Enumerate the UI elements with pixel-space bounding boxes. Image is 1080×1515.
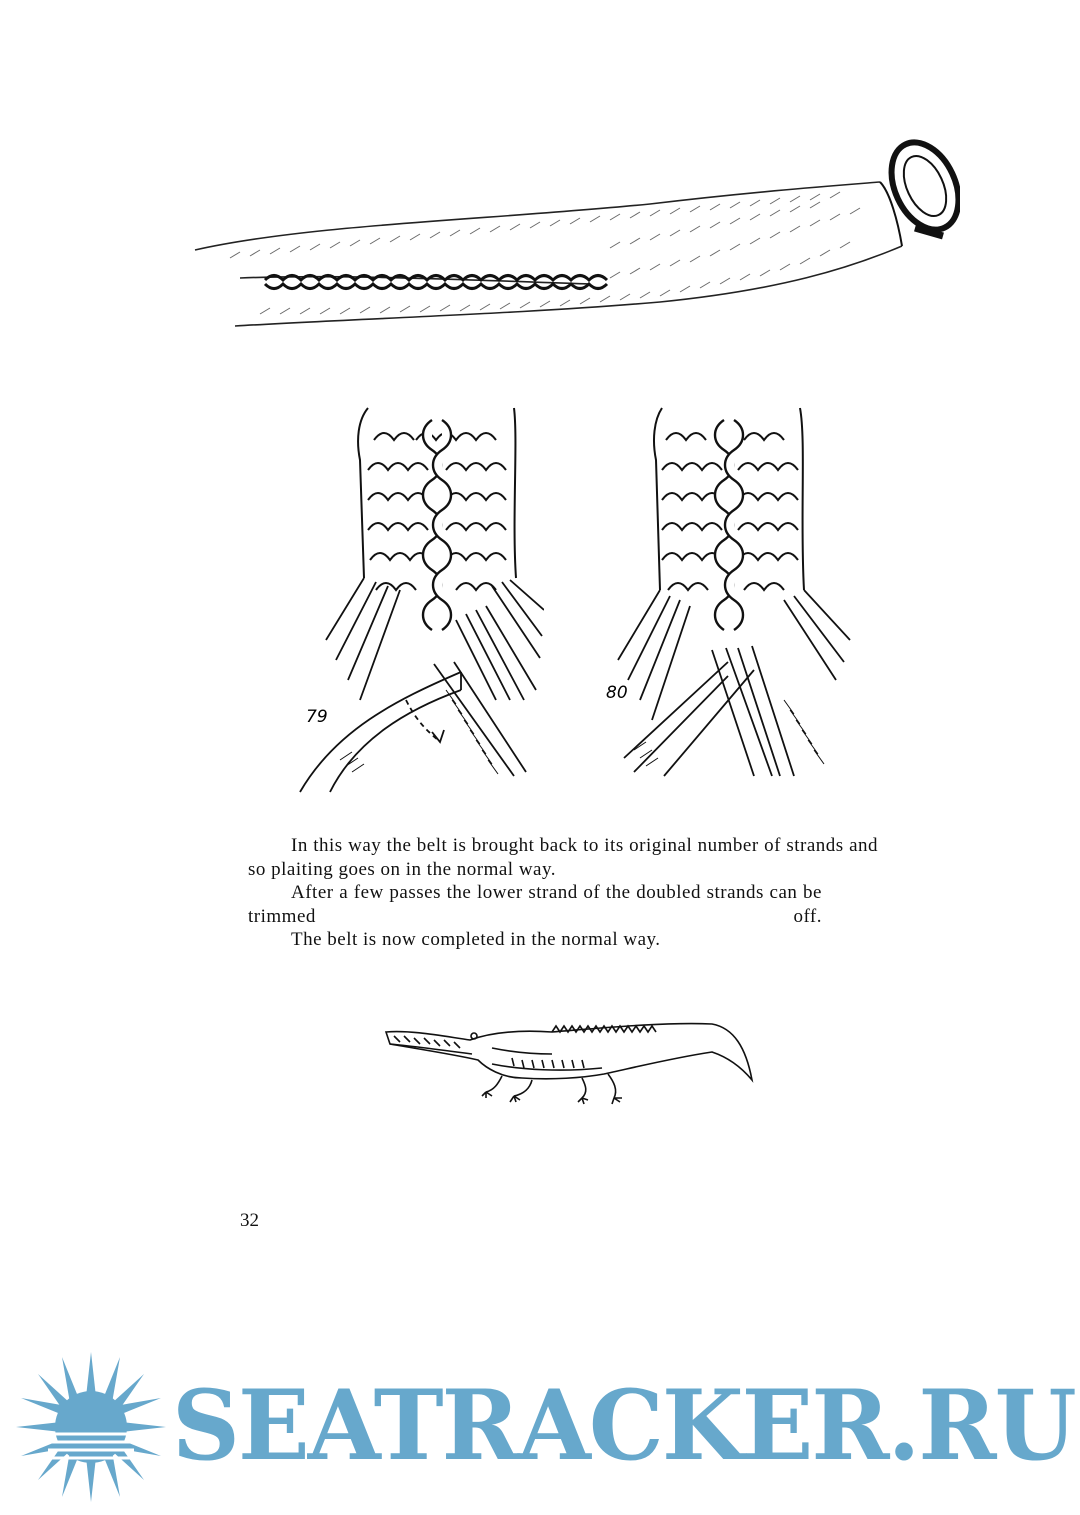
figure-80-illustration: [604, 400, 852, 798]
plaited-belt-illustration: [190, 128, 960, 338]
crocodile-illustration: [382, 1018, 756, 1108]
figure-80-label: 80: [606, 683, 628, 703]
watermark-text: SEATRACKER.RU: [172, 1369, 1075, 1482]
sun-logo-icon: [16, 1352, 166, 1502]
paragraph-2: After a few passes the lower strand of the doubled strands can be trimmed off.: [248, 882, 822, 927]
figure-79-illustration: [296, 400, 544, 798]
body-text: [248, 834, 878, 952]
paragraph-3: The belt is now completed in the normal way.: [291, 929, 661, 950]
figure-79-label: 79: [306, 707, 328, 727]
paragraph-1: In this way the belt is brought back to its original number of strands and so plaiting goes on in the normal way.: [248, 835, 878, 880]
page-number: 32: [240, 1210, 259, 1231]
